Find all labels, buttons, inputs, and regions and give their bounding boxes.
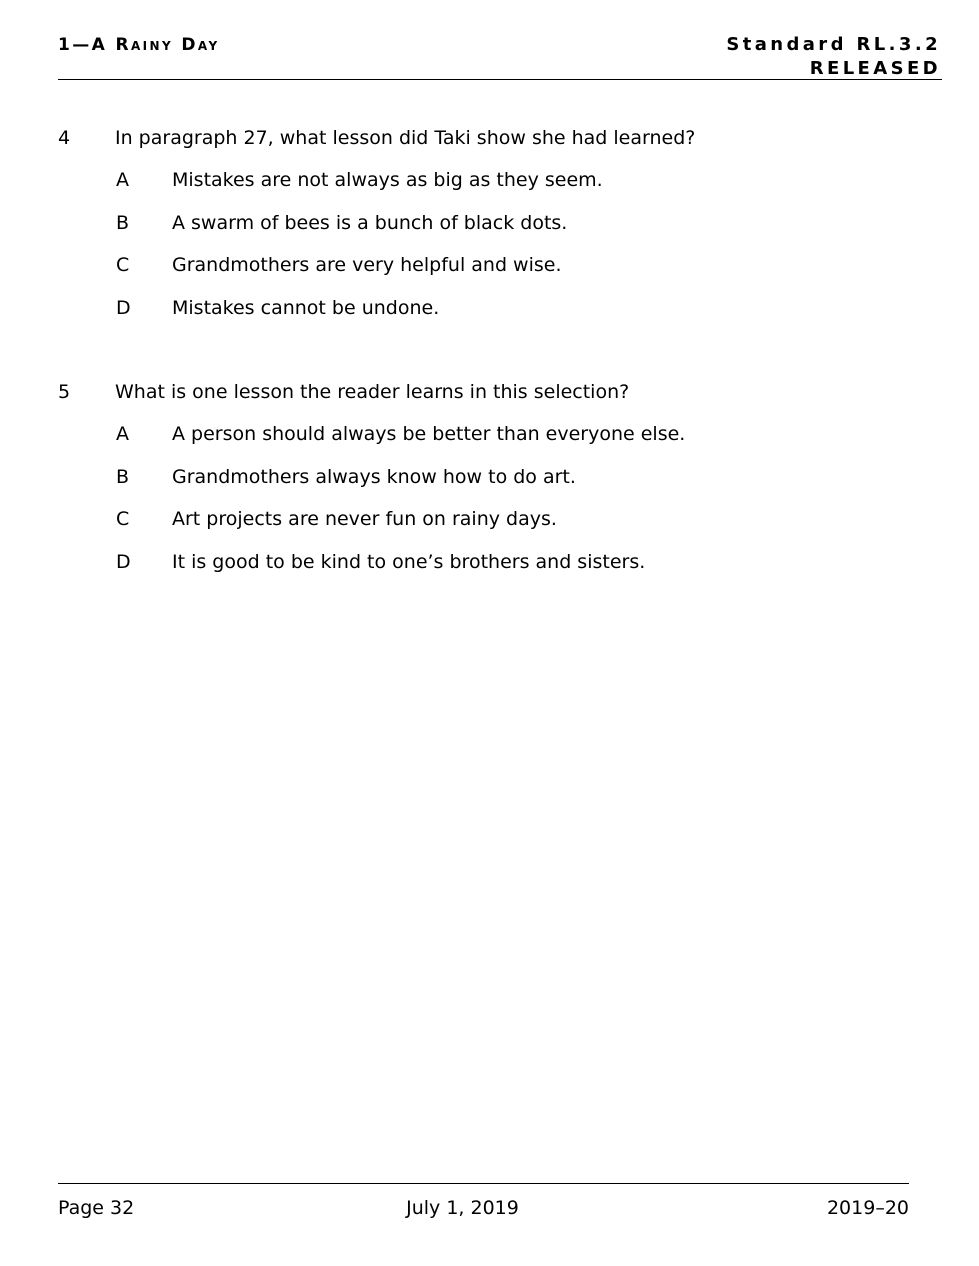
option-letter: B	[116, 465, 130, 488]
answer-option-a[interactable]	[58, 423, 918, 466]
option-text: Art projects are never fun on rainy days.	[172, 508, 557, 530]
option-letter: C	[116, 254, 130, 276]
question-number: 5	[58, 381, 71, 403]
footer-date: July 1, 2019	[406, 1197, 519, 1219]
option-text: Mistakes cannot be undone.	[172, 296, 440, 319]
option-text: A swarm of bees is a bunch of black dots.	[172, 211, 568, 234]
answer-option-b[interactable]	[58, 212, 918, 255]
option-letter: C	[116, 508, 130, 530]
answer-option-d[interactable]	[58, 297, 918, 340]
answer-option-d[interactable]	[58, 551, 918, 594]
released-label: RELEASED	[809, 58, 941, 79]
answer-option-c[interactable]	[58, 254, 918, 297]
option-text: Mistakes are not always as big as they seem.	[172, 169, 603, 191]
page-number: Page 32	[58, 1197, 135, 1219]
footer-divider	[58, 1183, 909, 1184]
standard-code: Standard RL.3.2	[726, 34, 941, 55]
option-text: Grandmothers always know how to do art.	[172, 465, 576, 488]
header-standard	[726, 33, 941, 81]
question-stem: What is one lesson the reader learns in this selection?	[115, 381, 630, 403]
header-title: 1—A Rainy Day	[58, 35, 220, 55]
option-letter: A	[116, 169, 129, 191]
option-text: It is good to be kind to one’s brothers and sisters.	[172, 550, 646, 573]
question-5	[58, 381, 918, 593]
school-year: 2019–20	[826, 1197, 909, 1219]
header-divider	[58, 79, 942, 80]
option-text: Grandmothers are very helpful and wise.	[172, 254, 562, 276]
option-letter: A	[116, 423, 129, 445]
question-number: 4	[58, 127, 71, 149]
answer-option-b[interactable]	[58, 466, 918, 509]
option-letter: D	[116, 296, 131, 319]
option-text: A person should always be better than everyone else.	[172, 423, 686, 445]
answer-option-c[interactable]	[58, 508, 918, 551]
option-letter: B	[116, 211, 130, 234]
question-4	[58, 127, 918, 339]
question-stem: In paragraph 27, what lesson did Taki show she had learned?	[115, 127, 696, 149]
answer-option-a[interactable]	[58, 169, 918, 212]
option-letter: D	[116, 550, 131, 573]
